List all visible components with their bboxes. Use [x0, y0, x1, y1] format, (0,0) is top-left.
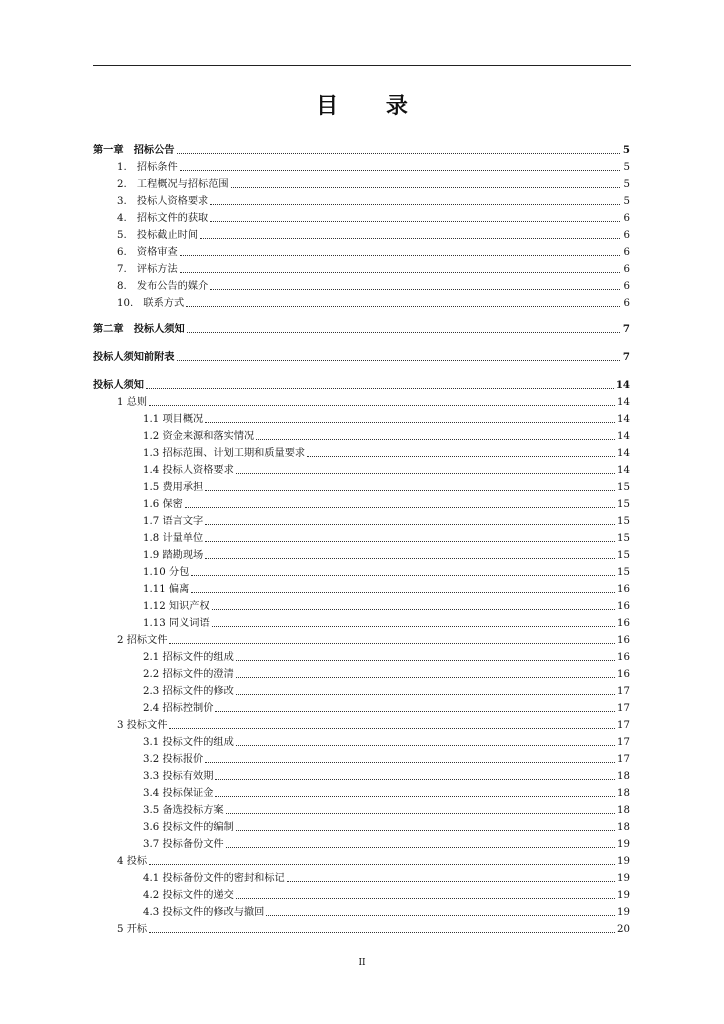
toc-entry-page: 17: [617, 737, 630, 749]
toc-entry[interactable]: [93, 563, 630, 579]
toc-leader-dots: [169, 727, 615, 729]
toc-entry-page: 14: [617, 414, 630, 426]
toc-entry-label: 4. 招标文件的获取: [117, 213, 209, 225]
toc-entry-label: 3.4 投标保证金: [143, 788, 214, 800]
toc-entry-label: 3.6 投标文件的编制: [143, 822, 234, 834]
toc-chapter-entry[interactable]: [93, 376, 630, 392]
toc-entry-page: 7: [622, 323, 630, 336]
toc-leader-dots: [146, 387, 614, 389]
toc-entry[interactable]: [93, 682, 630, 698]
toc-entry[interactable]: [93, 886, 630, 902]
toc-entry-label: 第一章 招标公告: [93, 144, 175, 157]
toc-entry-label: 4.2 投标文件的递交: [143, 890, 234, 902]
toc-leader-dots: [149, 863, 615, 865]
toc-leader-dots: [236, 659, 615, 661]
toc-entry[interactable]: [93, 801, 630, 817]
toc-entry-label: 5. 投标截止时间: [117, 230, 199, 242]
toc-entry-page: 6: [623, 298, 630, 310]
toc-entry-label: 投标人须知前附表: [93, 351, 175, 364]
toc-entry-label: 2.3 招标文件的修改: [143, 686, 234, 698]
toc-entry-label: 3.3 投标有效期: [143, 771, 214, 783]
toc-entry-page: 14: [617, 448, 630, 460]
toc-entry-label: 5 开标: [117, 924, 148, 936]
toc-leader-dots: [266, 914, 615, 916]
toc-entry-page: 17: [617, 686, 630, 698]
toc-entry-label: 6. 资格审查: [117, 247, 178, 259]
toc-entry-page: 17: [617, 720, 630, 732]
toc-leader-dots: [205, 557, 615, 559]
toc-entry[interactable]: [93, 478, 630, 494]
toc-entry-label: 1.5 费用承担: [143, 482, 204, 494]
toc-entry-page: 16: [617, 584, 630, 596]
toc-entry-label: 1.4 投标人资格要求: [143, 465, 234, 477]
toc-entry-page: 17: [617, 754, 630, 766]
toc-leader-dots: [177, 152, 621, 154]
toc-entry[interactable]: [93, 495, 630, 511]
toc-entry-page: 18: [617, 788, 630, 800]
toc-entry[interactable]: [93, 767, 630, 783]
toc-entry-page: 5: [622, 144, 630, 157]
toc-leader-dots: [236, 744, 615, 746]
toc-entry[interactable]: [93, 461, 630, 477]
toc-leader-dots: [231, 186, 620, 188]
toc-entry-page: 15: [617, 516, 630, 528]
toc-entry-label: 8. 发布公告的媒介: [117, 281, 209, 293]
toc-leader-dots: [205, 421, 615, 423]
toc-entry-label: 2.4 招标控制价: [143, 703, 214, 715]
toc-entry-label: 7. 评标方法: [117, 264, 178, 276]
toc-entry-label: 第二章 投标人须知: [93, 323, 185, 336]
toc-entry-label: 3. 投标人资格要求: [117, 196, 209, 208]
toc-leader-dots: [236, 693, 615, 695]
toc-entry-label: 2.2 招标文件的澄清: [143, 669, 234, 681]
toc-entry-page: 16: [617, 601, 630, 613]
toc-leader-dots: [212, 608, 615, 610]
toc-entry-label: 1. 招标条件: [117, 162, 178, 174]
toc-entry[interactable]: [93, 277, 630, 293]
toc-leader-dots: [205, 489, 615, 491]
toc-entry-label: 4.1 投标备份文件的密封和标记: [143, 873, 285, 885]
toc-entry[interactable]: [93, 444, 630, 460]
toc-entry-page: 6: [623, 213, 630, 225]
toc-leader-dots: [236, 829, 615, 831]
toc-leader-dots: [200, 237, 620, 239]
toc-entry-page: 7: [622, 351, 630, 364]
toc-entry-label: 投标人须知: [93, 379, 144, 392]
toc-leader-dots: [215, 795, 615, 797]
toc-leader-dots: [212, 625, 615, 627]
toc-entry-page: 16: [617, 652, 630, 664]
toc-entry-page: 14: [617, 397, 630, 409]
toc-entry-label: 2.1 招标文件的组成: [143, 652, 234, 664]
toc-entry-label: 1.12 知识产权: [143, 601, 210, 613]
toc-leader-dots: [287, 880, 615, 882]
toc-leader-dots: [215, 710, 615, 712]
toc-entry[interactable]: [93, 716, 630, 732]
toc-entry-page: 16: [617, 669, 630, 681]
toc-entry-label: 2 招标文件: [117, 635, 168, 647]
toc-entry[interactable]: [93, 226, 630, 242]
toc-entry[interactable]: [93, 529, 630, 545]
toc-leader-dots: [236, 472, 615, 474]
toc-entry-label: 1.1 项目概况: [143, 414, 204, 426]
toc-entry[interactable]: [93, 294, 630, 310]
toc-entry[interactable]: [93, 580, 630, 596]
toc-leader-dots: [226, 846, 615, 848]
toc-leader-dots: [205, 523, 615, 525]
toc-entry[interactable]: [93, 209, 630, 225]
toc-entry-page: 19: [617, 873, 630, 885]
toc-entry[interactable]: [93, 852, 630, 868]
toc-chapter-entry[interactable]: [93, 141, 630, 157]
toc-entry-page: 5: [623, 162, 630, 174]
toc-entry[interactable]: [93, 920, 630, 936]
toc-leader-dots: [205, 761, 615, 763]
toc-entry-label: 4.3 投标文件的修改与撤回: [143, 907, 265, 919]
toc-entry-label: 1.6 保密: [143, 499, 183, 511]
toc-entry[interactable]: [93, 175, 630, 191]
toc-entry-page: 18: [617, 771, 630, 783]
toc-entry-label: 1.10 分包: [143, 567, 190, 579]
toc-entry-page: 15: [617, 482, 630, 494]
toc-entry[interactable]: [93, 903, 630, 919]
toc-entry[interactable]: [93, 393, 630, 409]
toc-entry-page: 15: [617, 499, 630, 511]
toc-entry-label: 2. 工程概况与招标范围: [117, 179, 229, 191]
page-title: 目 录: [316, 93, 428, 119]
toc-leader-dots: [185, 506, 615, 508]
toc-entry-page: 14: [617, 465, 630, 477]
toc-entry[interactable]: [93, 427, 630, 443]
toc-entry-page: 20: [617, 924, 630, 936]
toc-entry[interactable]: [93, 597, 630, 613]
toc-entry-page: 19: [617, 839, 630, 851]
toc-entry[interactable]: [93, 546, 630, 562]
toc-entry-label: 1.8 计量单位: [143, 533, 204, 545]
toc-entry[interactable]: [93, 614, 630, 630]
toc-entry[interactable]: [93, 750, 630, 766]
toc-entry-page: 6: [623, 247, 630, 259]
toc-entry-label: 4 投标: [117, 856, 148, 868]
toc-entry[interactable]: [93, 158, 630, 174]
toc-leader-dots: [180, 169, 620, 171]
toc-entry-page: 5: [623, 179, 630, 191]
toc-leader-dots: [149, 931, 615, 933]
toc-entry-page: 6: [623, 264, 630, 276]
toc-entry-page: 6: [623, 230, 630, 242]
toc-entry-page: 16: [617, 635, 630, 647]
toc-entry-label: 3.5 备选投标方案: [143, 805, 224, 817]
toc-entry-page: 14: [617, 431, 630, 443]
toc-entry-label: 1.7 语言文字: [143, 516, 204, 528]
toc-entry-page: 15: [617, 567, 630, 579]
toc-entry-page: 16: [617, 618, 630, 630]
toc-leader-dots: [236, 676, 615, 678]
toc-entry-label: 1.9 踏勘现场: [143, 550, 204, 562]
toc-entry-label: 3.2 投标报价: [143, 754, 204, 766]
toc-entry-page: 19: [617, 856, 630, 868]
toc-entry-page: 5: [623, 196, 630, 208]
toc-entry-label: 3.7 投标备份文件: [143, 839, 224, 851]
toc-entry[interactable]: [93, 410, 630, 426]
toc-leader-dots: [236, 897, 615, 899]
toc-entry-page: 6: [623, 281, 630, 293]
toc-entry[interactable]: [93, 869, 630, 885]
toc-leader-dots: [180, 271, 620, 273]
toc-leader-dots: [210, 203, 620, 205]
toc-chapter-entry[interactable]: [93, 348, 630, 364]
toc-chapter-entry[interactable]: [93, 320, 630, 336]
toc-entry[interactable]: [93, 835, 630, 851]
toc-entry-label: 1.3 招标范围、计划工期和质量要求: [143, 448, 306, 460]
toc-entry[interactable]: [93, 784, 630, 800]
toc-entry-label: 1.2 资金来源和落实情况: [143, 431, 255, 443]
toc-leader-dots: [180, 254, 620, 256]
toc-entry[interactable]: [93, 260, 630, 276]
toc-entry-page: 14: [615, 379, 630, 392]
toc-entry[interactable]: [93, 192, 630, 208]
toc-entry-label: 3.1 投标文件的组成: [143, 737, 234, 749]
toc-entry-label: 1.13 同义词语: [143, 618, 210, 630]
toc-entry[interactable]: [93, 733, 630, 749]
toc-entry[interactable]: [93, 648, 630, 664]
toc-leader-dots: [215, 778, 615, 780]
toc-entry[interactable]: [93, 243, 630, 259]
toc-leader-dots: [256, 438, 615, 440]
page-number: II: [358, 958, 366, 968]
toc-entry[interactable]: [93, 512, 630, 528]
header-rule: [93, 65, 631, 66]
toc-entry-label: 3 投标文件: [117, 720, 168, 732]
toc-entry-page: 18: [617, 805, 630, 817]
toc-leader-dots: [169, 642, 615, 644]
toc-leader-dots: [191, 574, 615, 576]
toc-entry[interactable]: [93, 818, 630, 834]
toc-leader-dots: [187, 331, 620, 333]
toc-entry[interactable]: [93, 665, 630, 681]
toc-leader-dots: [205, 540, 615, 542]
toc-entry-page: 19: [617, 890, 630, 902]
toc-leader-dots: [149, 404, 615, 406]
toc-entry-page: 15: [617, 550, 630, 562]
toc-entry-label: 1.11 偏离: [143, 584, 190, 596]
toc-leader-dots: [210, 288, 620, 290]
toc-entry[interactable]: [93, 699, 630, 715]
toc-entry-page: 18: [617, 822, 630, 834]
toc-entry[interactable]: [93, 631, 630, 647]
toc-entry-label: 10. 联系方式: [117, 298, 185, 310]
toc-entry-page: 17: [617, 703, 630, 715]
toc-leader-dots: [177, 359, 621, 361]
toc-leader-dots: [307, 455, 615, 457]
toc-leader-dots: [191, 591, 615, 593]
toc-entry-page: 15: [617, 533, 630, 545]
toc-leader-dots: [226, 812, 615, 814]
toc-entry-label: 1 总则: [117, 397, 148, 409]
toc-entry-page: 19: [617, 907, 630, 919]
toc-leader-dots: [210, 220, 620, 222]
toc-leader-dots: [186, 305, 620, 307]
